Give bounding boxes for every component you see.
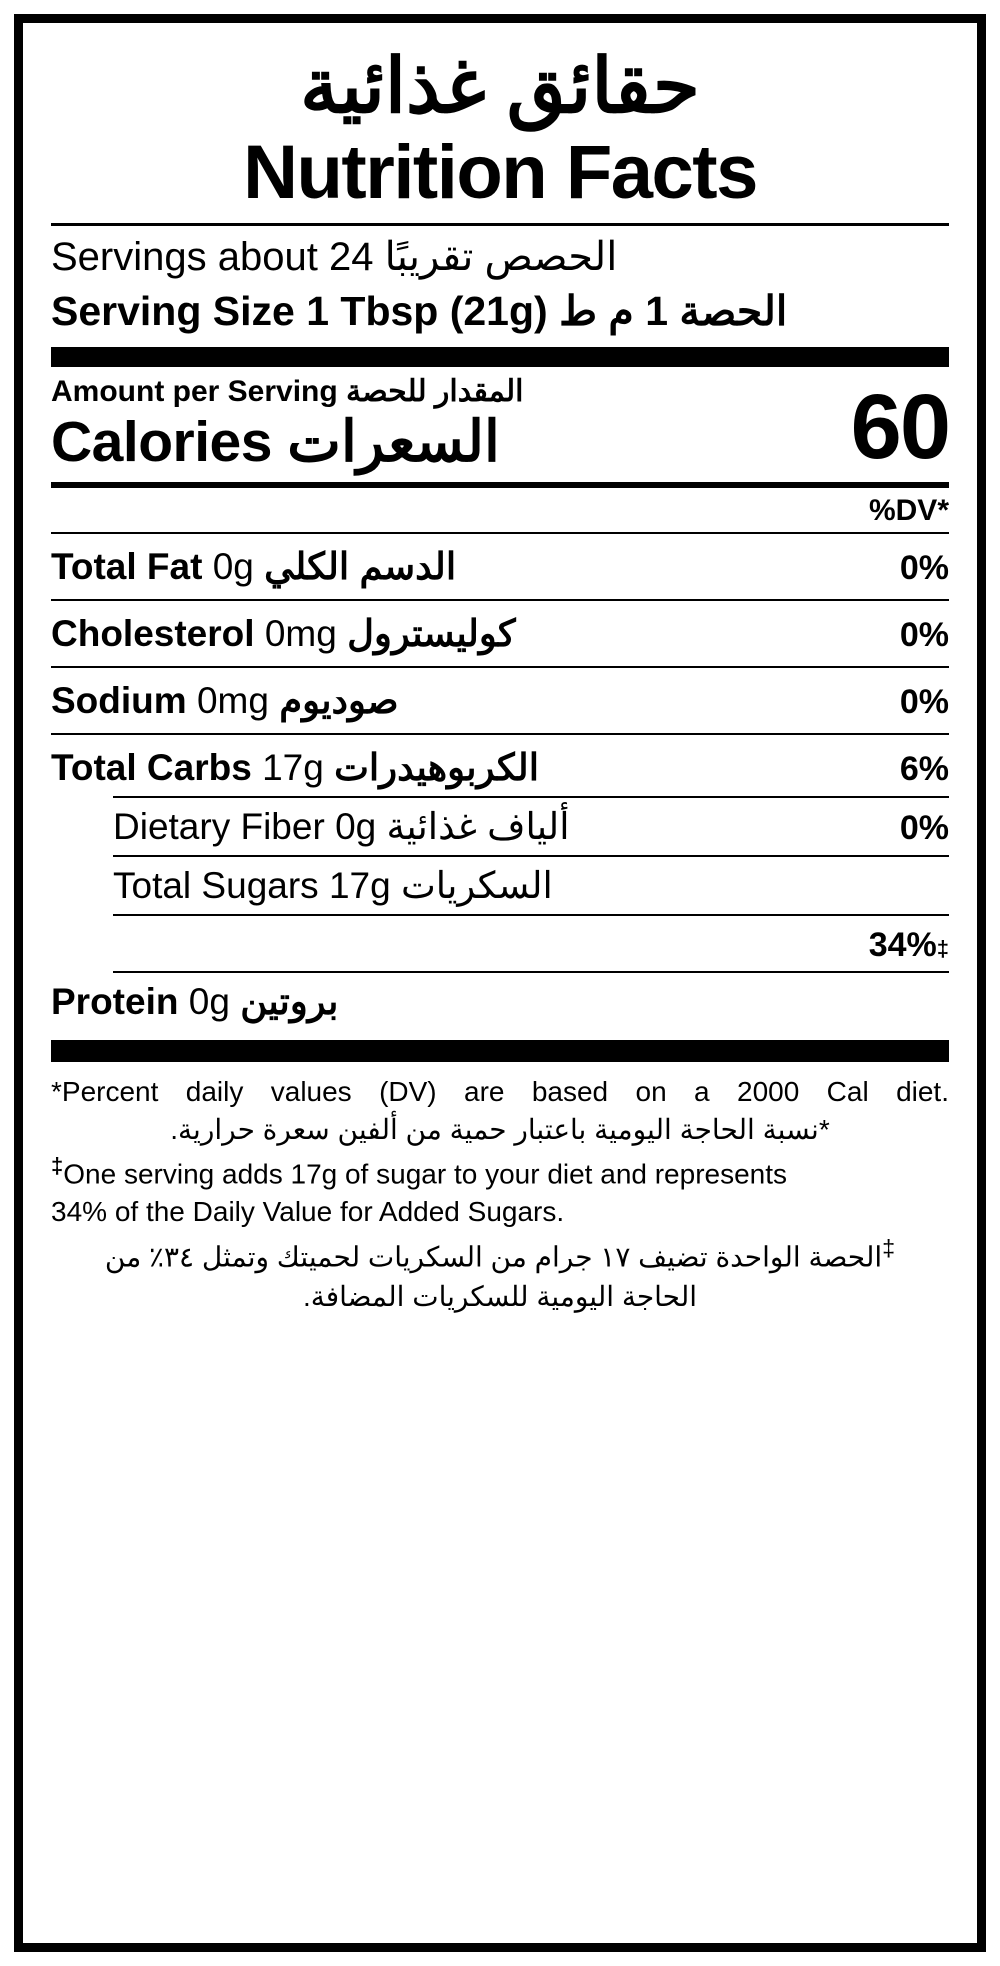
nutrient-name: Sodium bbox=[51, 679, 187, 721]
nutrient-name-arabic: صوديوم bbox=[279, 679, 399, 721]
divider-under-title bbox=[51, 223, 949, 226]
serving-size-arabic: الحصة 1 م ط bbox=[559, 287, 788, 334]
daily-value-header: %DV* bbox=[868, 493, 949, 527]
nutrient-name-arabic: ألياف غذائية bbox=[386, 805, 570, 847]
footnote-daily-value-arabic: *نسبة الحاجة اليومية باعتبار حمية من ألفين سعرة حرارية. bbox=[170, 1113, 830, 1145]
serving-size-english: Serving Size 1 Tbsp (21g) bbox=[51, 287, 548, 334]
added-sugars-daily-value: 34% bbox=[868, 925, 937, 964]
footnote-added-sugars-english bbox=[51, 1152, 949, 1228]
nutrient-name-arabic: بروتين bbox=[240, 980, 339, 1022]
nutrient-daily-value: 6% bbox=[899, 749, 949, 788]
amount-per-serving-arabic: المقدار للحصة bbox=[346, 375, 524, 409]
servings-english: Servings about 24 bbox=[51, 234, 374, 279]
footnote-added-sugars-english-line2: 34% of the Daily Value for Added Sugars. bbox=[51, 1195, 565, 1227]
divider bbox=[51, 599, 949, 601]
divider-above-calories bbox=[51, 347, 949, 367]
nutrient-amount: 0g bbox=[335, 805, 377, 847]
footnote-added-sugars-arabic-line1: الحصة الواحدة تضيف ١٧ جرام من السكريات لحميتك وتمثل ٣٤٪ من bbox=[104, 1241, 883, 1273]
nutrient-name-arabic: الدسم الكلي bbox=[264, 545, 457, 587]
nutrient-daily-value: 0% bbox=[899, 615, 949, 654]
added-sugars-footnote-marker: ‡ bbox=[936, 935, 949, 961]
nutrient-row-cholesterol bbox=[51, 605, 949, 662]
nutrient-row-total-sugars bbox=[51, 857, 949, 914]
nutrient-name: Total Sugars bbox=[113, 864, 319, 906]
divider-under-calories bbox=[51, 482, 949, 488]
serving-size-line bbox=[51, 286, 949, 337]
label-title-english: Nutrition Facts bbox=[243, 130, 757, 215]
nutrient-amount: 0mg bbox=[264, 612, 337, 654]
divider-above-footnotes bbox=[51, 1040, 949, 1062]
footnote-added-sugars-english-line1: One serving adds 17g of sugar to your diet and represents bbox=[63, 1158, 788, 1190]
divider-above-nutrients bbox=[51, 532, 949, 534]
nutrient-name: Total Fat bbox=[51, 545, 203, 587]
footnote-added-sugars-arabic bbox=[51, 1233, 949, 1316]
footnote-added-sugars-arabic-line2: الحاجة اليومية للسكريات المضافة. bbox=[302, 1280, 698, 1312]
amount-per-serving-line bbox=[51, 375, 851, 408]
nutrient-name-arabic: الكربوهيدرات bbox=[334, 746, 539, 788]
nutrient-daily-value: 0% bbox=[899, 682, 949, 721]
nutrient-row-total-carbs bbox=[51, 739, 949, 796]
calories-value: 60 bbox=[850, 376, 949, 479]
amount-per-serving-english: Amount per Serving bbox=[51, 375, 338, 409]
nutrient-name: Cholesterol bbox=[51, 612, 255, 654]
footnote-marker: ‡ bbox=[51, 1153, 64, 1179]
nutrient-name: Total Carbs bbox=[51, 746, 252, 788]
added-sugars-daily-value-row bbox=[51, 916, 949, 971]
nutrient-daily-value: 0% bbox=[899, 548, 949, 587]
servings-arabic: الحصص تقريبًا bbox=[384, 234, 618, 279]
nutrient-name-arabic: السكريات bbox=[400, 864, 553, 906]
servings-line bbox=[51, 232, 949, 282]
nutrient-amount: 17g bbox=[328, 864, 391, 906]
calories-label-line bbox=[51, 410, 851, 476]
divider bbox=[51, 733, 949, 735]
nutrient-amount: 0g bbox=[188, 980, 230, 1022]
nutrient-daily-value: 0% bbox=[899, 808, 949, 847]
calories-section bbox=[51, 375, 949, 479]
nutrient-row-sodium bbox=[51, 672, 949, 729]
calories-label-english: Calories bbox=[51, 410, 272, 475]
nutrient-amount: 0g bbox=[212, 545, 254, 587]
nutrient-name: Dietary Fiber bbox=[113, 805, 325, 847]
calories-label-arabic: السعرات bbox=[287, 410, 500, 475]
divider bbox=[51, 666, 949, 668]
nutrient-row-dietary-fiber bbox=[51, 798, 949, 855]
label-title-arabic: حقائق غذائية bbox=[300, 44, 700, 129]
nutrient-row-protein bbox=[51, 973, 949, 1030]
nutrient-name: Protein bbox=[51, 980, 179, 1022]
footnote-daily-value-english: *Percent daily values (DV) are based on a 2000 Cal diet. bbox=[51, 1075, 949, 1107]
footnote-marker-arabic: ‡ bbox=[882, 1234, 896, 1261]
nutrient-amount: 17g bbox=[262, 746, 324, 788]
nutrition-label-frame bbox=[14, 14, 986, 1952]
nutrient-name-arabic: كوليسترول bbox=[347, 612, 516, 654]
nutrient-amount: 0mg bbox=[196, 679, 269, 721]
nutrient-row-total-fat bbox=[51, 538, 949, 595]
